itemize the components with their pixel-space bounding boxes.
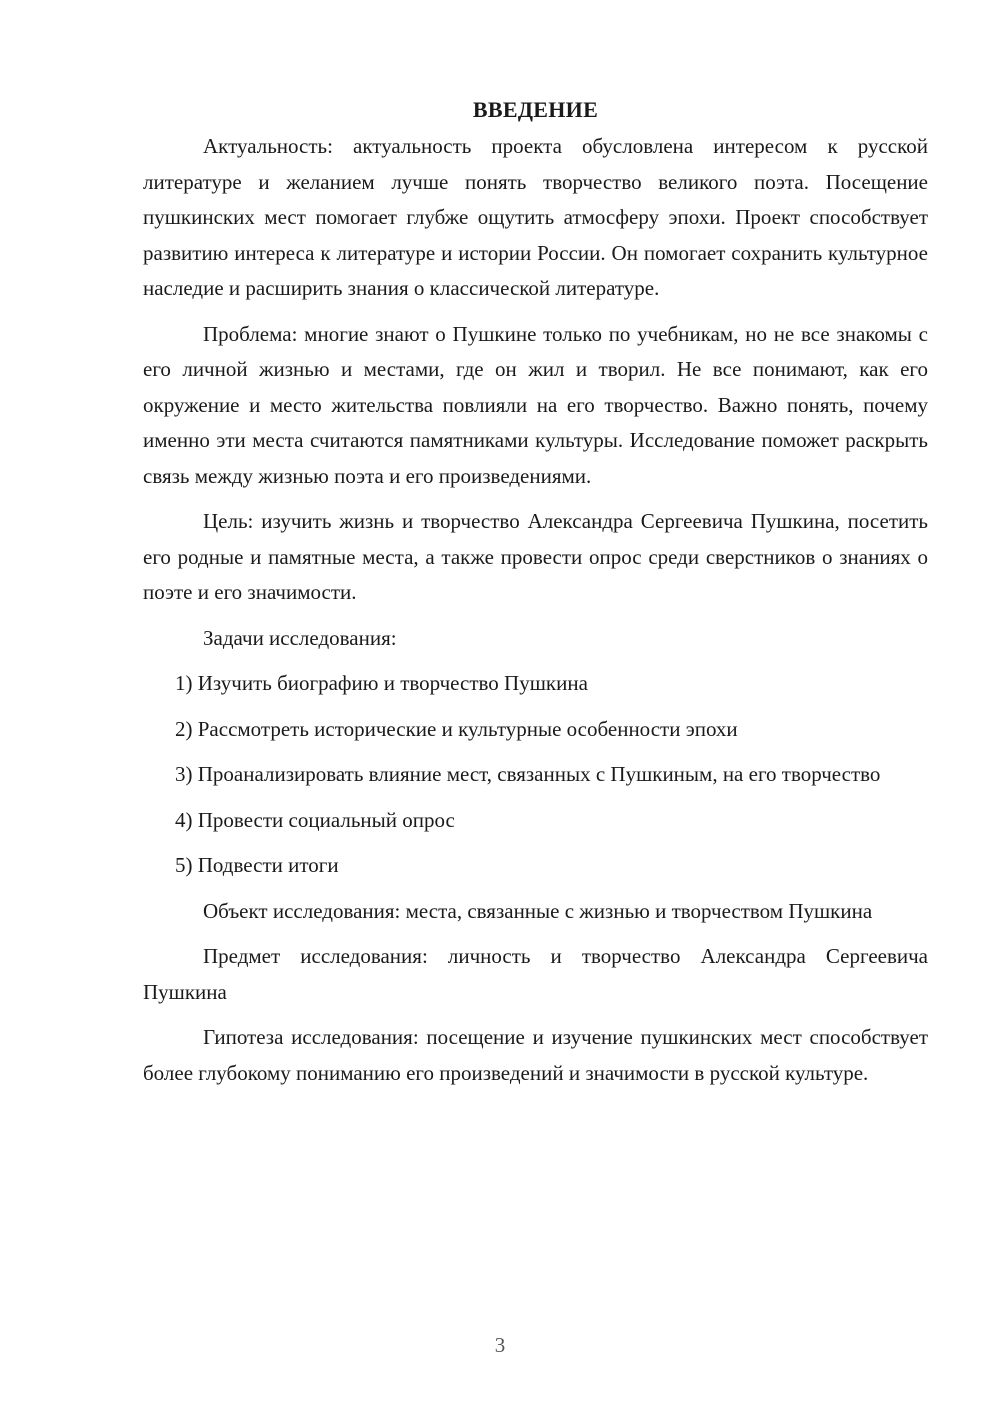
task-item-5: 5) Подвести итоги [175,853,339,877]
hypothesis-paragraph: Гипотеза исследования: посещение и изучение пушкинских мест способствует более глубокому пониманию его произведений и значимости в русской культуре. [143,1025,928,1085]
task-item-4: 4) Провести социальный опрос [175,807,455,832]
object-paragraph: Объект исследования: места, связанные с жизнью и творчеством Пушкина [203,898,873,923]
subject-paragraph: Предмет исследования: личность и творчество Александра Сергеевича Пушкина [143,944,928,1004]
section-heading: ВВЕДЕНИЕ [472,97,599,122]
goal-paragraph: Цель: изучить жизнь и творчество Александра Сергеевича Пушкина, посетить его родные и памятные места, а также провести опрос среди сверстников о знаниях о поэте и его значимости. [143,509,928,604]
tasks-title: Задачи исследования: [203,625,397,650]
task-item-3: 3) Проанализировать влияние мест, связанных с Пушкиным, на его творчество [175,762,881,786]
page-number: 3 [494,1333,506,1357]
problem-paragraph: Проблема: многие знают о Пушкине только по учебникам, но не все знакомы с его личной жизнью и местами, где он жил и творил. Не все понимают, как его окружение и место жительства повлияли на его творчество. Важно понять, почему именно эти места считаются памятниками культуры. Исследование поможет раскрыть связь между жизнью поэта и его произведениями. [143,321,928,488]
document-page [143,92,928,1101]
relevance-paragraph: Актуальность: актуальность проекта обусловлена интересом к русской литературе и желанием лучше понять творчество великого поэта. Посещение пушкинских мест помогает глубже ощутить атмосферу эпохи. Проект способствует развитию интереса к литературе и истории России. Он помогает сохранить культурное наследие и расширить знания о классической литературе. [143,134,928,300]
task-item-1: 1) Изучить биографию и творчество Пушкина [175,671,588,695]
task-item-2: 2) Рассмотреть исторические и культурные особенности эпохи [175,716,738,741]
